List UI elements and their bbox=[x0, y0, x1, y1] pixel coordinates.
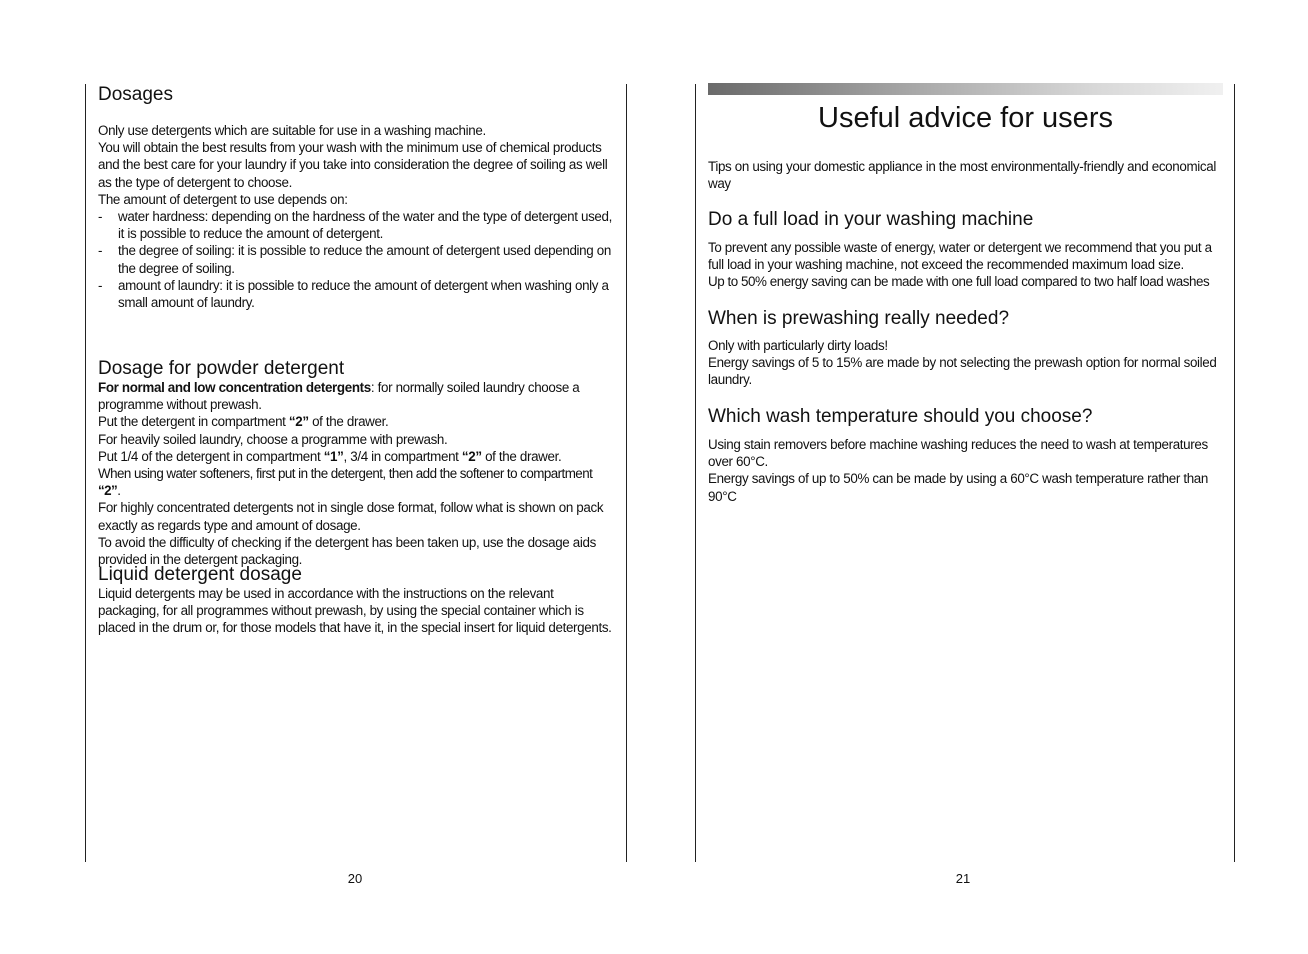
left-page-right-border bbox=[626, 84, 627, 862]
list-item: - amount of laundry: it is possible to reduce the amount of detergent when washing only a small amount of laundry. bbox=[98, 277, 609, 311]
liquid-heading: Liquid detergent dosage bbox=[98, 564, 302, 585]
powder-heading: Dosage for powder detergent bbox=[98, 358, 345, 379]
powder-paragraph: For normal and low concentration detergents: for normally soiled laundry choose a programme without prewash. bbox=[98, 380, 580, 413]
right-page-left-border bbox=[695, 84, 696, 862]
list-item: - water hardness: depending on the hardness of the water and the type of detergent used, it is possible to reduce the amount of detergent. bbox=[98, 209, 612, 242]
section-body-prewash: Only with particularly dirty loads! Energy savings of 5 to 15% are made by not selecting the prewash option for normal soiled laundry. bbox=[708, 338, 1217, 388]
powder-paragraph: To avoid the difficulty of checking if the detergent has been taken up, use the dosage aids provided in the detergent packaging. bbox=[98, 534, 596, 568]
page-number-left: 20 bbox=[347, 871, 363, 886]
page-title: Useful advice for users bbox=[818, 102, 1113, 134]
section-heading-temperature: Which wash temperature should you choose? bbox=[708, 406, 1093, 427]
list-item: - the degree of soiling: it is possible to reduce the amount of detergent used depending on the degree of soiling. bbox=[98, 243, 611, 276]
right-page-right-border bbox=[1234, 84, 1235, 862]
liquid-body bbox=[98, 585, 613, 637]
section-heading-full-load: Do a full load in your washing machine bbox=[708, 209, 1034, 230]
section-heading-prewash: When is prewashing really needed? bbox=[708, 308, 1010, 329]
powder-paragraph: For highly concentrated detergents not in single dose format, follow what is shown on pack exactly as regards type and amount of dosage. bbox=[98, 500, 604, 533]
section-body-temperature: Using stain removers before machine washing reduces the need to wash at temperatures over 60°C. Energy savings of up to 50% can be made by using a 60°C wash temperature rather than 90°C bbox=[708, 437, 1208, 504]
powder-paragraph: For heavily soiled laundry, choose a programme with prewash. bbox=[98, 431, 448, 447]
left-page-left-border bbox=[85, 84, 86, 862]
dosages-paragraph: The amount of detergent to use depends on: bbox=[98, 191, 348, 207]
dosages-paragraph: Only use detergents which are suitable for use in a washing machine. bbox=[98, 123, 486, 138]
page-number-right: 21 bbox=[955, 871, 971, 886]
section-body-full-load: To prevent any possible waste of energy, water or detergent we recommend that you put a full load in your washing machine, not exceed the recommended maximum load size. Up to 50% energy saving can be made with one full load compared to two half load washes bbox=[708, 240, 1212, 290]
dosages-heading: Dosages bbox=[98, 84, 173, 105]
powder-paragraph: When using water softeners, first put in the detergent, then add the softener to compartment “2”. bbox=[98, 466, 593, 499]
powder-paragraph: Put 1/4 of the detergent in compartment “1”, 3/4 in compartment “2” of the drawer. bbox=[98, 448, 562, 464]
liquid-paragraph: Liquid detergents may be used in accordance with the instructions on the relevant packaging, for all programmes without prewash, by using the special container which is placed in the drum or, for those models that have it, in the special insert for liquid detergents. bbox=[98, 586, 612, 636]
powder-body bbox=[98, 379, 613, 568]
dosages-paragraph: You will obtain the best results from your wash with the minimum use of chemical products and the best care for your laundry if you take into consideration the degree of soiling as well as the type of detergent to choose. bbox=[98, 140, 608, 190]
header-gradient-bar bbox=[708, 83, 1223, 95]
intro-text: Tips on using your domestic appliance in the most environmentally-friendly and economical way bbox=[708, 159, 1216, 192]
powder-paragraph: Put the detergent in compartment “2” of the drawer. bbox=[98, 414, 389, 430]
dosages-body bbox=[98, 122, 613, 311]
